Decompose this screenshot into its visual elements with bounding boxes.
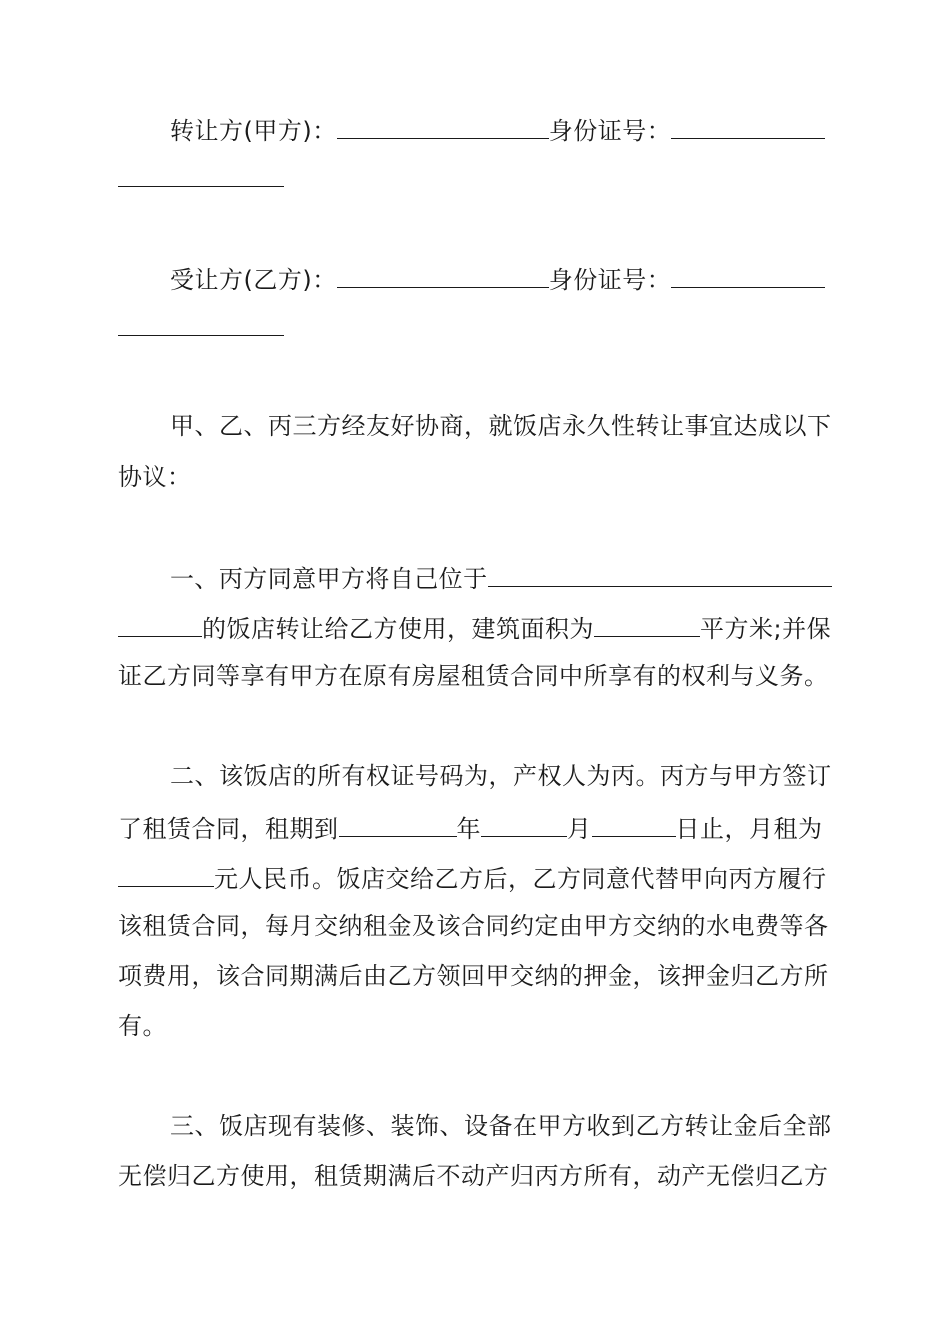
clause1-line-1 [170,562,832,593]
year-label: 年 [456,815,481,843]
transferee-id-blank-cont[interactable] [118,311,284,336]
rent-amount-blank[interactable] [118,862,214,887]
transferor-name-blank[interactable] [337,114,549,139]
clause2-text-2a: 了租赁合同，租期到 [118,815,339,843]
transferor-row [170,114,832,145]
transferee-label: 受让方(乙方)： [170,266,337,294]
clause2-line-2 [118,812,832,843]
transferee-id-label: 身份证号： [548,266,672,294]
clause2-text-4: 该租赁合同，每月交纳租金及该合同约定由甲方交纳的水电费等各 [118,912,829,940]
lease-day-blank[interactable] [592,812,676,837]
clause3-text-2: 无偿归乙方使用，租赁期满后不动产归丙方所有，动产无偿归乙方 [118,1162,829,1190]
clause2-text-5: 项费用，该合同期满后由乙方领回甲交纳的押金，该押金归乙方所 [118,962,829,990]
transferee-row [170,263,832,294]
clause3-line-2 [118,1162,832,1190]
transferor-id-label: 身份证号： [548,117,672,145]
clause2-line-5 [118,962,832,990]
transferor-label: 转让方(甲方)： [170,117,337,145]
clause2-line-6 [118,1012,832,1040]
transferee-id-continuation [118,311,832,342]
lease-month-blank[interactable] [481,812,567,837]
clause3-text-1: 三、饭店现有装修、装饰、设备在甲方收到乙方转让金后全部 [170,1112,832,1140]
intro-line-1 [170,412,832,440]
clause1-text-3: 证乙方同等享有甲方在原有房屋租赁合同中所享有的权利与义务。 [118,662,829,690]
area-blank[interactable] [594,612,700,637]
clause2-text-6: 有。 [118,1012,167,1040]
clause2-line-3 [118,862,832,893]
clause1-line-3 [118,662,832,690]
clause1-text-1: 一、丙方同意甲方将自己位于 [170,565,488,593]
location-blank-cont[interactable] [118,612,202,637]
clause1-line-2 [118,612,832,643]
clause1-text-2b: 平方米;并保 [700,615,832,643]
month-label: 月 [567,815,592,843]
transferor-id-continuation [118,162,832,193]
intro-line-2 [118,463,832,491]
clause2-line-1 [170,762,832,790]
location-blank[interactable] [488,562,832,587]
transferee-id-blank[interactable] [671,263,825,288]
intro-text-1: 甲、乙、丙三方经友好协商，就饭店永久性转让事宜达成以下 [170,412,832,440]
transferor-id-blank[interactable] [671,114,825,139]
lease-year-blank[interactable] [339,812,457,837]
clause1-text-2a: 的饭店转让给乙方使用，建筑面积为 [202,615,594,643]
clause2-line-4 [118,912,832,940]
transferor-id-blank-cont[interactable] [118,162,284,187]
clause3-line-1 [170,1112,832,1140]
transferee-name-blank[interactable] [337,263,549,288]
intro-text-2: 协议： [118,463,192,491]
clause2-text-3: 元人民币。饭店交给乙方后，乙方同意代替甲向丙方履行 [214,865,827,893]
clause2-text-2b: 日止，月租为 [675,815,823,843]
clause2-text-1: 二、该饭店的所有权证号码为，产权人为丙。丙方与甲方签订 [170,762,832,790]
